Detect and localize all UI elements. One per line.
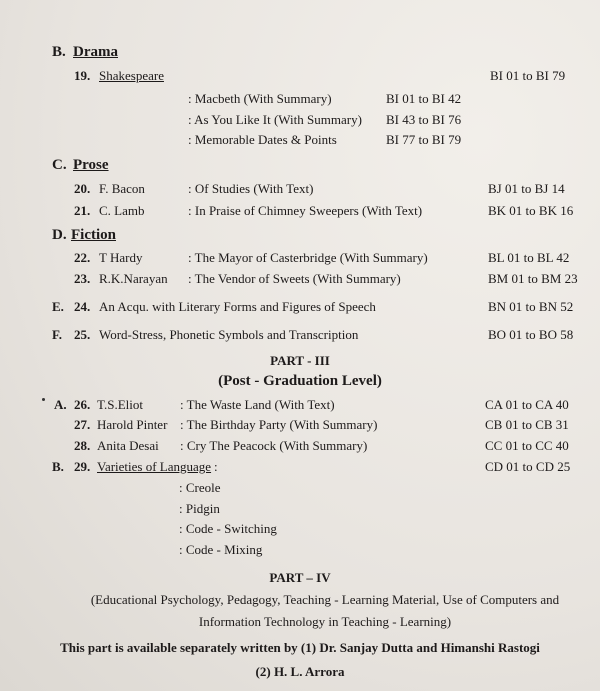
variety-item: : Creole [179,480,221,495]
item-number: 22. [74,250,91,265]
item-number: 23. [74,271,91,286]
variety-item: : Pidgin [179,501,220,516]
work-codes: BI 77 to BI 79 [386,132,462,147]
item-number: 29. [74,459,91,474]
item-codes: BK 01 to BK 16 [488,203,574,218]
item-title: : In Praise of Chimney Sweepers (With Text) [188,203,423,218]
item-codes: CD 01 to CD 25 [485,459,571,474]
part-4-description: (Educational Psychology, Pedagogy, Teaching - Learning Material, Use of Computers and Information Technology in Teaching - Learning) [90,592,560,629]
item-codes: BL 01 to BL 42 [488,250,570,265]
item-author: Harold Pinter [97,417,168,432]
fiction-letter: D. [52,227,67,243]
prose-letter: C. [52,157,67,173]
item-codes: BJ 01 to BJ 14 [488,181,565,196]
prose-heading: Prose [73,157,109,173]
part-4-availability: This part is available separately written by (1) Dr. Sanjay Dutta and Himanshi Rastogi [60,640,540,655]
item-f-number: 25. [74,327,91,342]
item-e-number: 24. [74,299,91,314]
item-title: : The Birthday Party (With Summary) [180,417,378,432]
item-e-letter: E. [52,299,64,314]
item-author: C. Lamb [99,203,145,218]
item-author: Anita Desai [97,438,159,453]
work-codes: BI 01 to BI 42 [386,91,462,106]
item-colon: : [214,459,218,474]
part-3-heading: PART - III [270,353,330,368]
item-codes: BM 01 to BM 23 [488,271,578,286]
item-number: 28. [74,438,91,453]
item-codes: CA 01 to CA 40 [485,397,569,412]
item-number: 26. [74,397,91,412]
item-letter: A. [54,397,67,412]
item-number: 20. [74,181,91,196]
part-4-second-author: (2) H. L. Arrora [255,664,345,679]
drama-letter: B. [52,44,66,60]
item-codes: CC 01 to CC 40 [485,438,569,453]
item-author: T Hardy [99,250,143,265]
print-speck [42,398,45,401]
item-title: : The Mayor of Casterbridge (With Summary) [188,250,428,265]
item-letter: B. [52,459,64,474]
item-title: : The Vendor of Sweets (With Summary) [188,271,401,286]
variety-item: : Code - Switching [179,521,277,536]
part-3-subheading: (Post - Graduation Level) [218,373,382,389]
item-author: F. Bacon [99,181,145,196]
part-4-heading: PART – IV [269,570,331,585]
work-title: : Memorable Dates & Points [188,132,337,147]
item-title: : Cry The Peacock (With Summary) [180,438,368,453]
item-author: R.K.Narayan [99,271,168,286]
item-author: T.S.Eliot [97,397,143,412]
item-19-codes: BI 01 to BI 79 [490,68,566,83]
item-e-codes: BN 01 to BN 52 [488,299,574,314]
item-f-codes: BO 01 to BO 58 [488,327,574,342]
item-19-number: 19. [74,68,91,83]
item-f-title: Word-Stress, Phonetic Symbols and Transcription [99,327,359,342]
item-title: : Of Studies (With Text) [188,181,314,196]
item-e-title: An Acqu. with Literary Forms and Figures of Speech [99,299,376,314]
item-title: : The Waste Land (With Text) [180,397,335,412]
item-number: 27. [74,417,91,432]
fiction-heading: Fiction [71,227,116,243]
item-title: Varieties of Language [97,459,212,474]
work-title: : Macbeth (With Summary) [188,91,332,106]
item-codes: CB 01 to CB 31 [485,417,569,432]
work-codes: BI 43 to BI 76 [386,112,462,127]
item-f-letter: F. [52,327,62,342]
item-number: 21. [74,203,91,218]
item-19-author: Shakespeare [99,68,164,83]
variety-item: : Code - Mixing [179,542,263,557]
work-title: : As You Like It (With Summary) [188,112,362,127]
drama-heading: Drama [73,44,118,60]
